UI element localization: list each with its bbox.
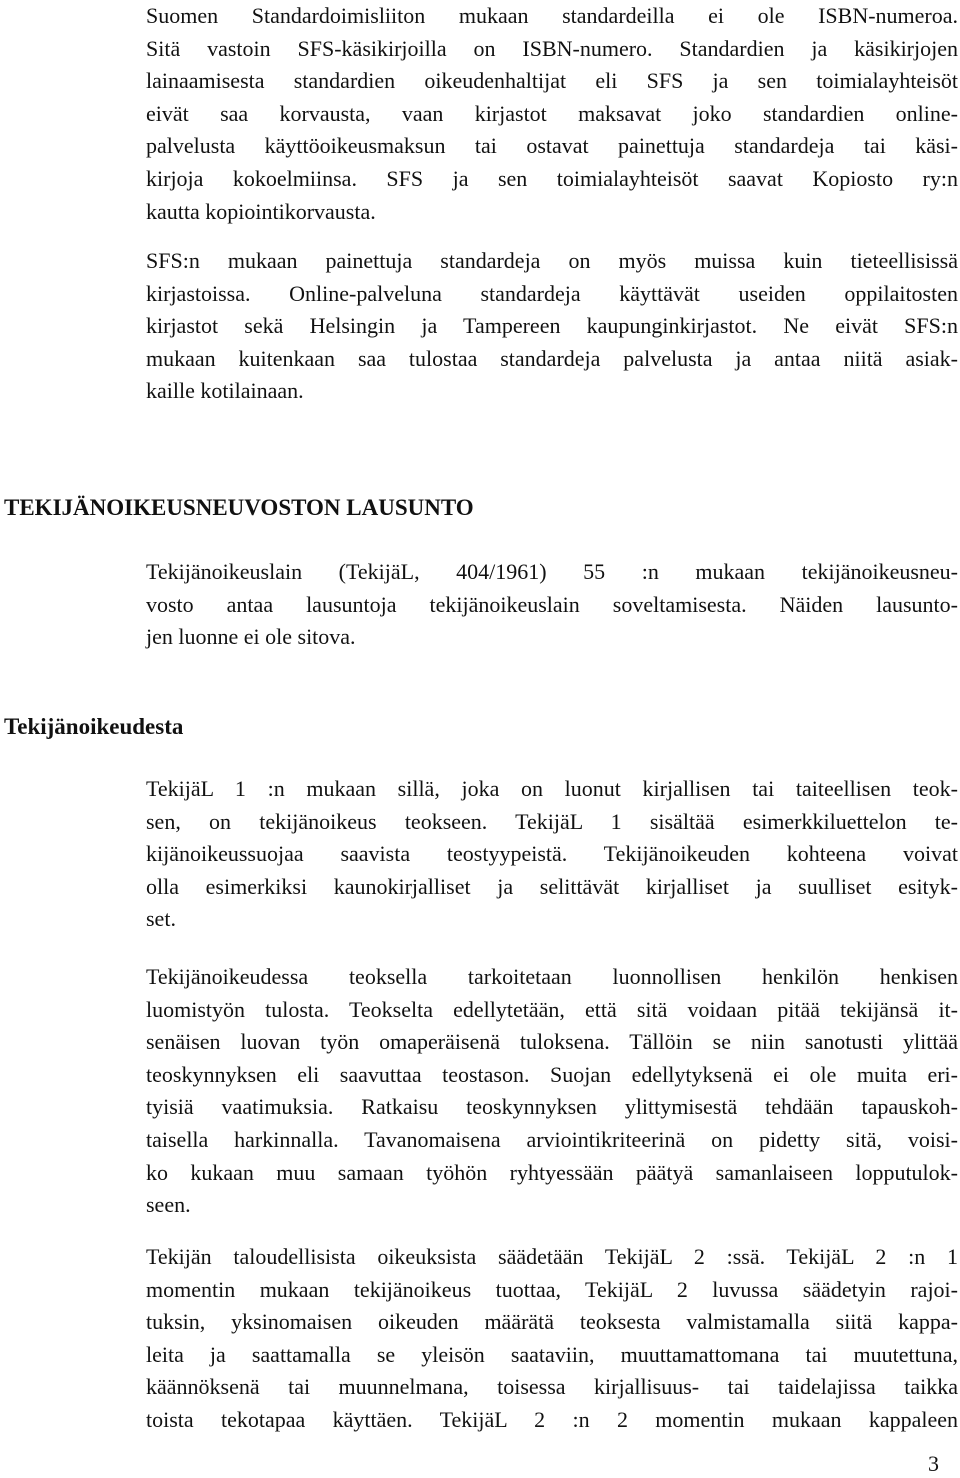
text-line: Tekijän taloudellisista oikeuksista säädetään TekijäL 2 :ssä. TekijäL 2 :n 1 (146, 1244, 958, 1269)
section-heading-tekijanoikeusneuvosto: TEKIJÄNOIKEUSNEUVOSTON LAUSUNTO (4, 495, 474, 520)
text-line: kautta kopiointikorvausta. (146, 198, 376, 224)
paragraph-copyright-council (146, 556, 958, 654)
text-line: olla esimerkiksi kaunokirjalliset ja selittävät kirjalliset ja suulliset esityk- (146, 873, 958, 899)
text-line: SFS:n mukaan painettuja standardeja on myös muissa kuin tieteellisissä (146, 248, 958, 273)
text-line: senäisen luovan työn omaperäisenä tuloksena. Tällöin se niin sanotusti ylittää (146, 1029, 958, 1055)
text-line: Tekijänoikeudessa teoksella tarkoitetaan luonnollisen henkilön henkisen (146, 964, 958, 989)
paragraph-standards-isbn (146, 0, 958, 228)
text-line: tuksin, yksinomaisen oikeuden määrätä teoksesta valmistamalla siitä kappa- (146, 1309, 958, 1335)
text-line: leita ja saattamalla se yleisön saataviin, muuttamattomana tai muutettuna, (146, 1341, 958, 1367)
text-line: teoskynnyksen eli saavuttaa teostason. Suojan edellytyksenä ei ole muita eri- (146, 1061, 958, 1087)
text-line: toista tekotapaa käyttäen. TekijäL 2 :n 2 momentin mukaan kappaleen (146, 1406, 958, 1432)
page-number: 3 (928, 1451, 939, 1476)
paragraph-copyright-definition (146, 773, 958, 936)
text-line: TekijäL 1 :n mukaan sillä, joka on luonut kirjallisen tai taiteellisen teok- (146, 776, 958, 801)
text-line: momentin mukaan tekijänoikeus tuottaa, TekijäL 2 luvussa säädetyin rajoi- (146, 1276, 958, 1302)
text-line: taisella harkinnalla. Tavanomaisena arviointikriteerinä on pidetty sitä, voisi- (146, 1126, 958, 1152)
text-line: set. (146, 906, 176, 932)
paragraph-economic-rights (146, 1241, 958, 1437)
paragraph-work-threshold (146, 961, 958, 1222)
text-line: Suomen Standardoimisliiton mukaan standardeilla ei ole ISBN-numeroa. (146, 3, 958, 28)
text-line: vosto antaa lausuntoja tekijänoikeuslain soveltamisesta. Näiden lausunto- (146, 591, 958, 617)
text-line: kirjastot sekä Helsingin ja Tampereen kaupunginkirjastot. Ne eivät SFS:n (146, 313, 958, 339)
text-line: Tekijänoikeuslain (TekijäL, 404/1961) 55 :n mukaan tekijänoikeusneu- (146, 559, 958, 584)
text-line: mukaan kuitenkaan saa tulostaa standardeja palvelusta ja antaa niitä asiak- (146, 345, 958, 371)
text-line: eivät saa korvausta, vaan kirjastot maksavat joko standardien online- (146, 100, 958, 126)
text-line: Sitä vastoin SFS-käsikirjoilla on ISBN-numero. Standardien ja käsikirjojen (146, 35, 958, 61)
text-line: kijänoikeussuojaa saavista teostyypeistä. Tekijänoikeuden kohteena voivat (146, 841, 958, 867)
text-line: luomistyön tulosta. Teokselta edellytetään, että sitä voidaan pitää tekijänsä it- (146, 996, 958, 1022)
text-line: jen luonne ei ole sitova. (146, 624, 356, 650)
text-line: käännöksenä tai muunnelmana, toisessa kirjallisuus- tai taidelajissa taikka (146, 1374, 958, 1400)
text-line: lainaamisesta standardien oikeudenhaltijat eli SFS ja sen toimialayhteisöt (146, 68, 958, 94)
paragraph-printed-standards (146, 245, 958, 408)
text-line: tyisiä vaatimuksia. Ratkaisu teoskynnyksen ylittymisestä tehdään tapauskoh- (146, 1094, 958, 1120)
text-line: sen, on tekijänoikeus teokseen. TekijäL 1 sisältää esimerkkiluettelon te- (146, 808, 958, 834)
text-line: kaille kotilainaan. (146, 378, 304, 404)
text-line: ko kukaan muu samaan työhön ryhtyessään päätyä samanlaiseen lopputulok- (146, 1159, 958, 1185)
text-line: palvelusta käyttöoikeusmaksun tai ostavat painettuja standardeja tai käsi- (146, 133, 958, 159)
text-line: seen. (146, 1192, 191, 1218)
text-line: kirjastoissa. Online-palveluna standardeja käyttävät useiden oppilaitosten (146, 280, 958, 306)
text-line: kirjoja kokoelmiinsa. SFS ja sen toimialayhteisöt saavat Kopiosto ry:n (146, 165, 958, 191)
section-heading-tekijanoikeudesta: Tekijänoikeudesta (4, 714, 184, 739)
